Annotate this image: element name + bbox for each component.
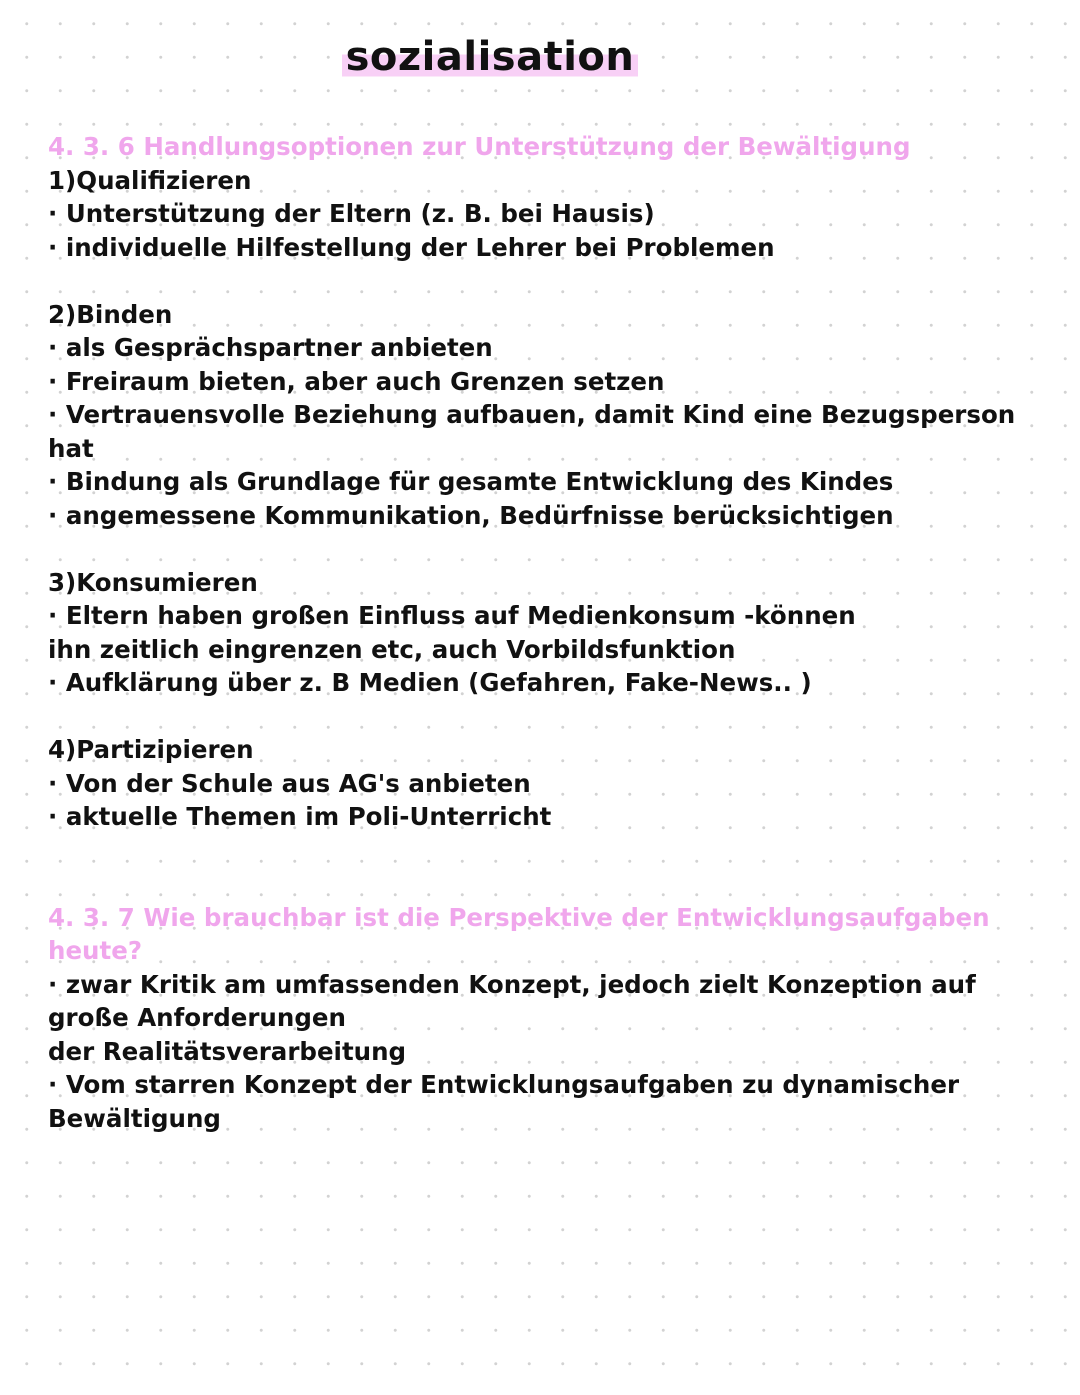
list-item-continuation: Bewältigung	[48, 1103, 221, 1133]
list-item: · Vertrauensvolle Beziehung aufbauen, damit Kind eine Bezugsperson	[48, 400, 1016, 429]
list-item: · Freiraum bieten, aber auch Grenzen setzen	[48, 366, 665, 396]
list-item-continuation: große Anforderungen	[48, 1003, 346, 1032]
list-item: · zwar Kritik am umfassenden Konzept, jedoch zielt Konzeption auf	[48, 969, 976, 999]
title-container	[0, 34, 980, 80]
list-item: · Aufklärung über z. B Medien (Gefahren, Fake-News.. )	[48, 668, 812, 697]
list-item: · aktuelle Themen im Poli-Unterricht	[48, 802, 552, 831]
group-label-konsumieren: 3)Konsumieren	[48, 567, 258, 597]
spacer	[48, 700, 1038, 734]
group-label-qualifizieren: 1)Qualifizieren	[48, 165, 252, 195]
spacer	[48, 264, 1038, 298]
list-item: · individuelle Hilfestellung der Lehrer bei Problemen	[48, 232, 775, 262]
list-item-continuation: ihn zeitlich eingrenzen etc, auch Vorbildsfunktion	[48, 634, 736, 664]
section-heading-4-3-7: 4. 3. 7 Wie brauchbar ist die Perspektive der Entwicklungsaufgaben	[48, 902, 990, 932]
list-item: · angemessene Kommunikation, Bedürfnisse berücksichtigen	[48, 500, 894, 530]
group-label-binden: 2)Binden	[48, 299, 173, 329]
page-title: sozialisation	[342, 34, 639, 80]
group-label-partizipieren: 4)Partizipieren	[48, 735, 254, 764]
list-item-continuation: der Realitätsverarbeitung	[48, 1036, 407, 1066]
spacer	[48, 834, 1038, 901]
section-heading-4-3-6: 4. 3. 6 Handlungsoptionen zur Unterstützung der Bewältigung	[48, 132, 911, 161]
list-item: · als Gesprächspartner anbieten	[48, 333, 493, 362]
list-item: · Von der Schule aus AG's anbieten	[48, 768, 531, 798]
note-content	[48, 130, 1038, 1135]
list-item: · Vom starren Konzept der Entwicklungsaufgaben zu dynamischer	[48, 1070, 960, 1099]
list-item: · Unterstützung der Eltern (z. B. bei Hausis)	[48, 199, 655, 228]
list-item-continuation: hat	[48, 433, 94, 463]
section-heading-4-3-7-continuation: heute?	[48, 936, 143, 965]
list-item: · Bindung als Grundlage für gesamte Entwicklung des Kindes	[48, 467, 894, 496]
spacer	[48, 532, 1038, 566]
list-item: · Eltern haben großen Einfluss auf Medienkonsum -können	[48, 601, 856, 630]
